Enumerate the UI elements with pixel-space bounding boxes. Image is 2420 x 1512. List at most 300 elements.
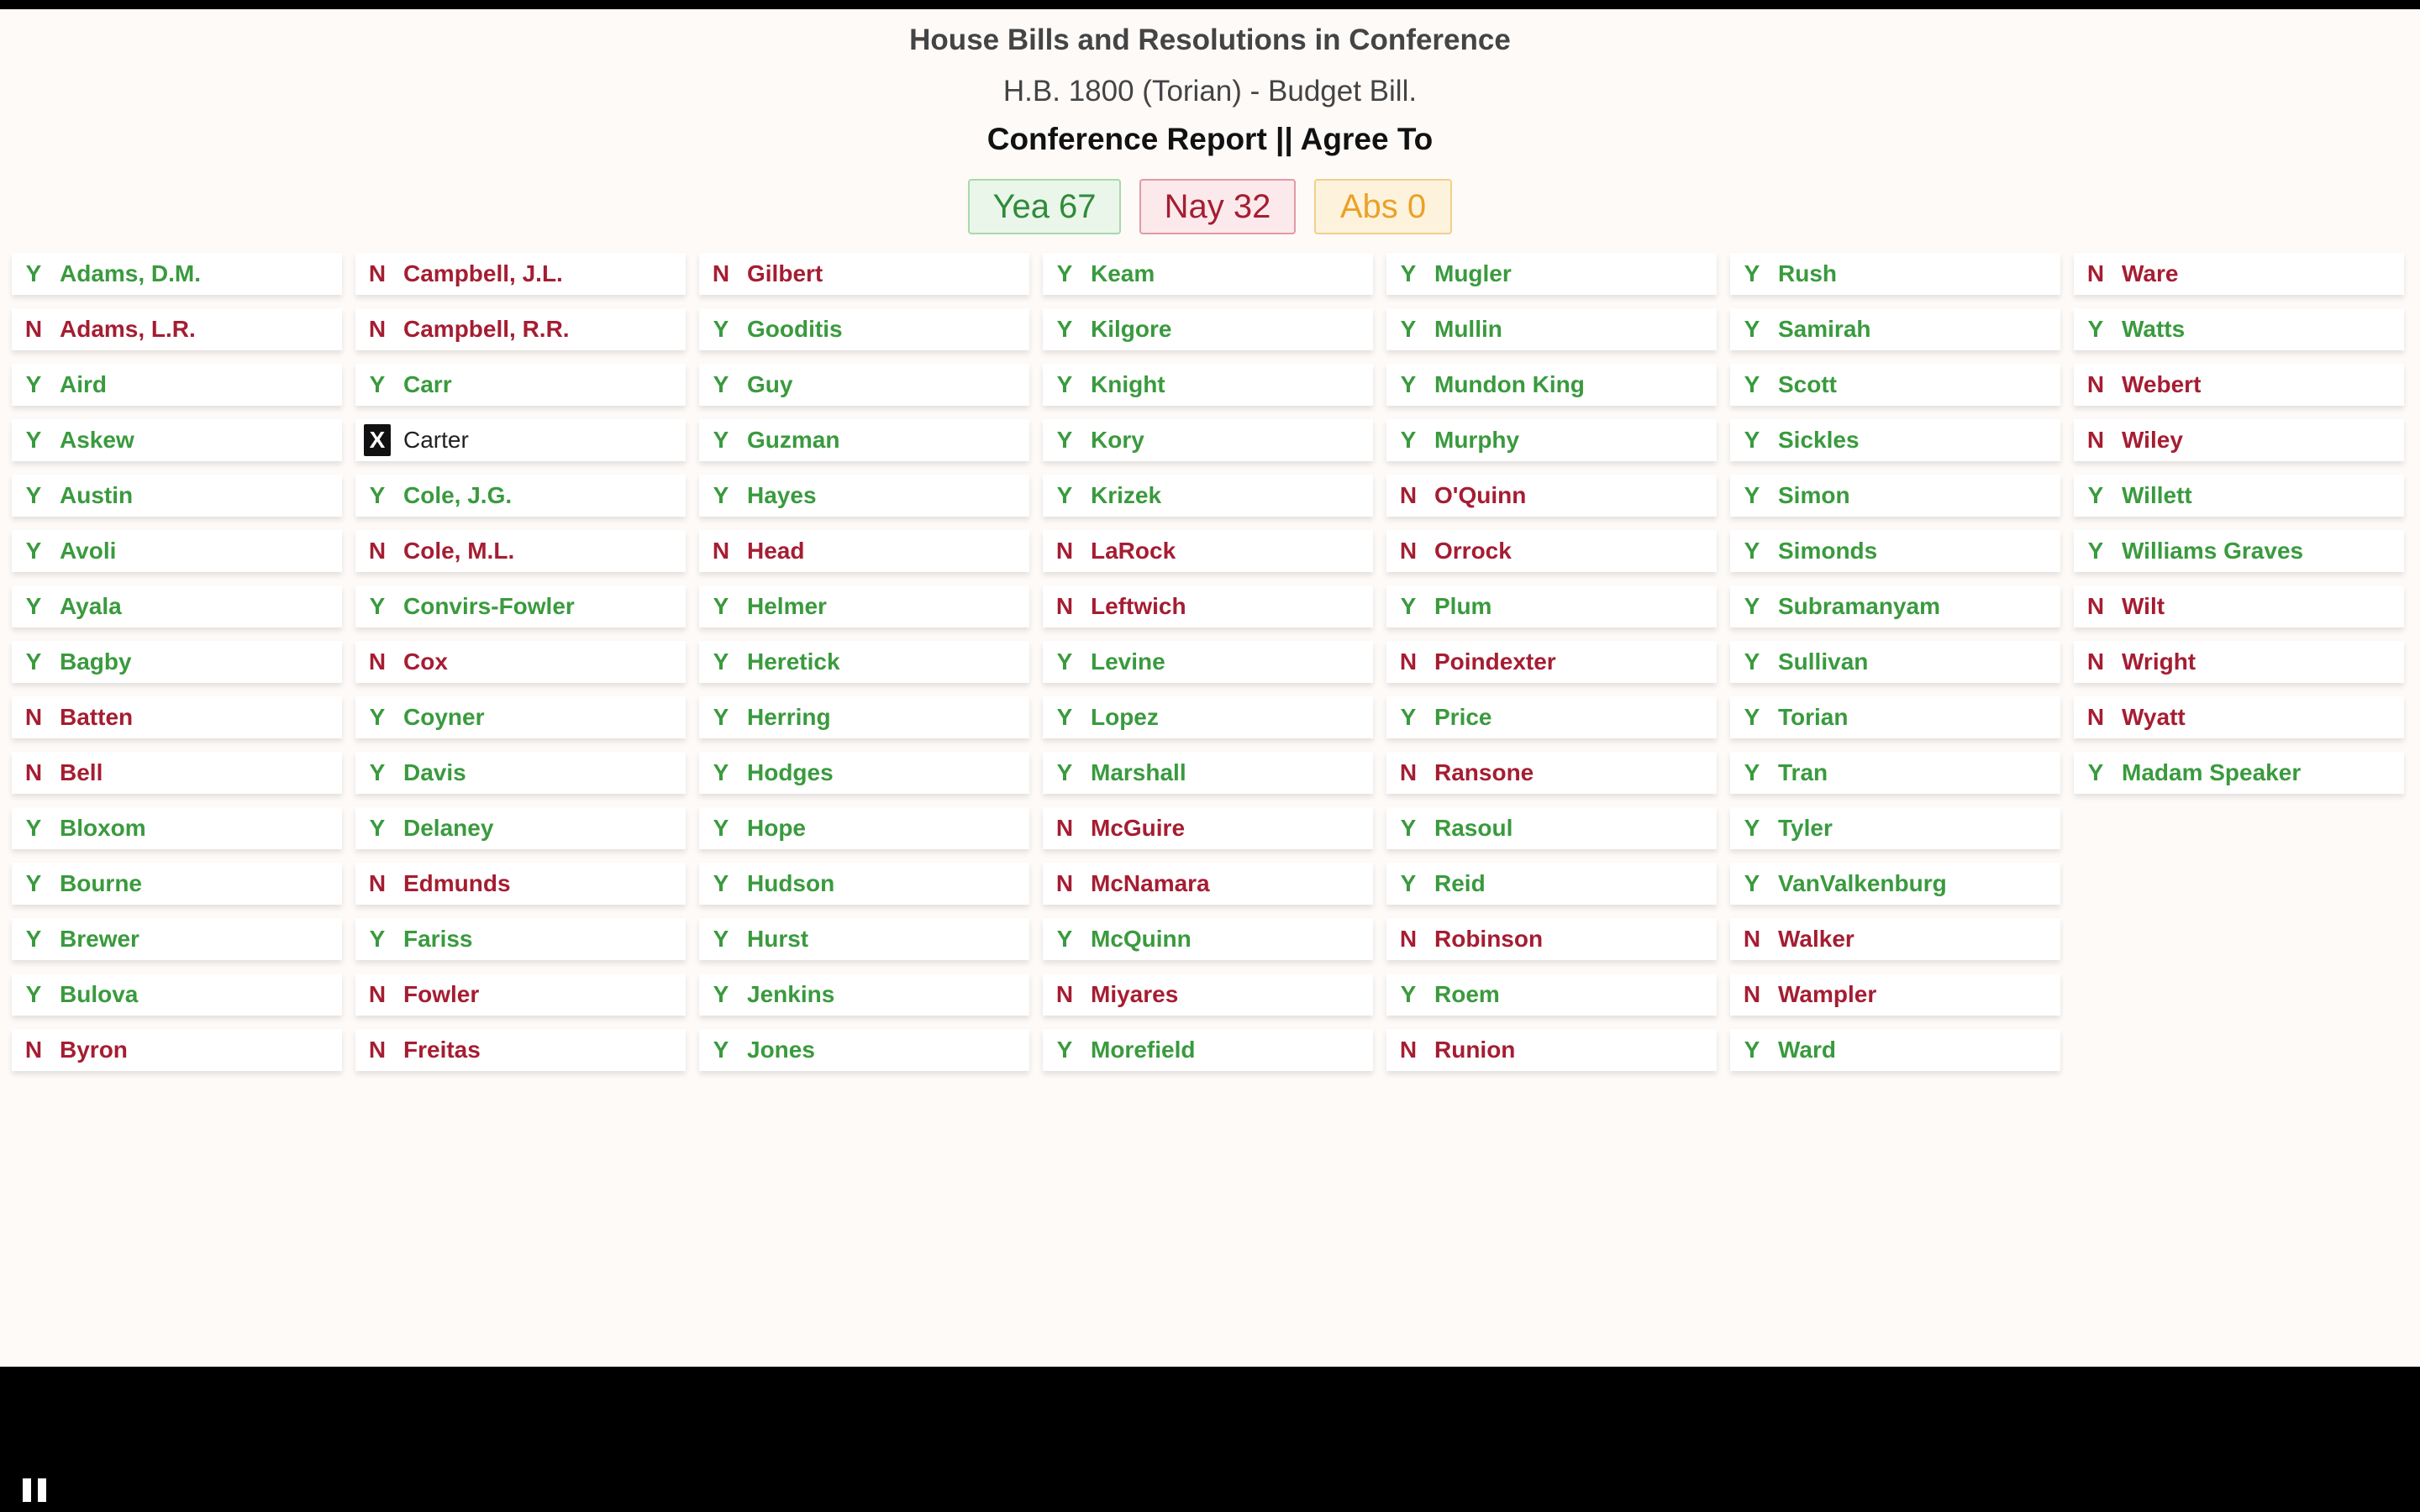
- bill-title: H.B. 1800 (Torian) - Budget Bill.: [1002, 75, 1418, 108]
- vote-marker: Y: [1744, 427, 1760, 453]
- member-name: Tyler: [1778, 815, 1833, 841]
- roll-call-entry: [1730, 475, 2060, 517]
- roll-call-entry: [1386, 974, 1717, 1016]
- roll-call-entry: [12, 1029, 342, 1071]
- vote-marker: N: [24, 704, 43, 730]
- vote-marker: N: [2086, 704, 2105, 730]
- vote-marker: Y: [1400, 427, 1417, 453]
- member-name: Sickles: [1778, 427, 1860, 453]
- vote-marker: Y: [1744, 482, 1760, 508]
- roll-call-entry: [12, 585, 342, 627]
- member-name: Campbell, J.L.: [403, 260, 563, 286]
- vote-marker: N: [1055, 870, 1074, 896]
- member-name: Torian: [1778, 704, 1849, 730]
- vote-marker: Y: [1400, 870, 1417, 896]
- vote-marker: Y: [2087, 482, 2104, 508]
- vote-marker: Y: [1400, 704, 1417, 730]
- vote-marker: Y: [713, 593, 729, 619]
- vote-marker: Y: [713, 759, 729, 785]
- member-name: Bourne: [60, 870, 142, 896]
- member-name: Wampler: [1778, 981, 1877, 1007]
- roll-call-entry: [699, 364, 1029, 406]
- member-name: Murphy: [1434, 427, 1520, 453]
- vote-marker: N: [1399, 482, 1418, 508]
- member-name: Bagby: [60, 648, 132, 675]
- vote-marker: Y: [25, 815, 42, 841]
- member-name: Watts: [2122, 316, 2186, 342]
- vote-marker: Y: [1400, 815, 1417, 841]
- member-name: Bulova: [60, 981, 139, 1007]
- member-name: Wyatt: [2122, 704, 2186, 730]
- member-name: Hope: [747, 815, 806, 841]
- member-name: McQuinn: [1091, 926, 1192, 952]
- roll-call-entry: [12, 807, 342, 849]
- vote-marker: X: [364, 424, 391, 456]
- member-name: Gilbert: [747, 260, 823, 286]
- roll-call-entry: [355, 475, 686, 517]
- vote-marker: Y: [1400, 316, 1417, 342]
- member-name: Simon: [1778, 482, 1850, 508]
- member-name: Guy: [747, 371, 793, 397]
- vote-marker: N: [368, 981, 387, 1007]
- vote-marker: Y: [713, 704, 729, 730]
- vote-marker: N: [368, 648, 387, 675]
- member-name: Webert: [2122, 371, 2202, 397]
- member-name: Robinson: [1434, 926, 1544, 952]
- member-name: Sullivan: [1778, 648, 1869, 675]
- roll-call-entry: [355, 308, 686, 350]
- member-name: Levine: [1091, 648, 1165, 675]
- member-name: Davis: [403, 759, 466, 785]
- vote-marker: N: [2086, 260, 2105, 286]
- member-name: Kory: [1091, 427, 1144, 453]
- roll-call-entry: [699, 807, 1029, 849]
- roll-call-entry: [1730, 419, 2060, 461]
- vote-marker: N: [24, 1037, 43, 1063]
- member-name: Mundon King: [1434, 371, 1585, 397]
- roll-call-entry: [355, 419, 686, 461]
- roll-call-entry: [2074, 696, 2404, 738]
- roll-call-entry: [699, 974, 1029, 1016]
- vote-marker: Y: [1744, 1037, 1760, 1063]
- member-name: Adams, L.R.: [60, 316, 196, 342]
- vote-marker: Y: [1744, 371, 1760, 397]
- roll-call-entry: [1043, 807, 1373, 849]
- member-name: Ware: [2122, 260, 2179, 286]
- vote-marker: N: [1399, 1037, 1418, 1063]
- roll-call-entry: [2074, 475, 2404, 517]
- vote-marker: Y: [25, 981, 42, 1007]
- roll-call-entry: [12, 752, 342, 794]
- vote-marker: Y: [1744, 593, 1760, 619]
- roll-call-entry: [355, 863, 686, 905]
- roll-call-entry: [1730, 585, 2060, 627]
- member-name: Ward: [1778, 1037, 1836, 1063]
- member-name: Willett: [2122, 482, 2192, 508]
- pause-icon[interactable]: [23, 1478, 48, 1502]
- member-name: Roem: [1434, 981, 1500, 1007]
- member-name: Mugler: [1434, 260, 1512, 286]
- roll-call-entry: [355, 641, 686, 683]
- roll-call-entry: [1730, 807, 2060, 849]
- roll-call-entry: [355, 752, 686, 794]
- vote-marker: Y: [713, 1037, 729, 1063]
- member-name: Lopez: [1091, 704, 1159, 730]
- vote-marker: Y: [1056, 759, 1073, 785]
- roll-call-entry: [1386, 585, 1717, 627]
- vote-marker: Y: [1400, 981, 1417, 1007]
- member-name: Subramanyam: [1778, 593, 1940, 619]
- member-name: McNamara: [1091, 870, 1210, 896]
- vote-marker: N: [1055, 815, 1074, 841]
- member-name: Hudson: [747, 870, 835, 896]
- roll-call-entry: [699, 530, 1029, 572]
- vote-marker: Y: [2087, 316, 2104, 342]
- member-name: Hayes: [747, 482, 817, 508]
- roll-call-entry: [699, 475, 1029, 517]
- vote-marker: Y: [369, 593, 386, 619]
- roll-call-entry: [12, 530, 342, 572]
- member-name: Austin: [60, 482, 134, 508]
- roll-call-entry: [1730, 863, 2060, 905]
- vote-marker: N: [1399, 759, 1418, 785]
- member-name: Marshall: [1091, 759, 1186, 785]
- vote-marker: Y: [713, 482, 729, 508]
- member-name: Keam: [1091, 260, 1155, 286]
- roll-call-entry: [1386, 1029, 1717, 1071]
- vote-marker: Y: [1400, 593, 1417, 619]
- roll-call-entry: [12, 918, 342, 960]
- member-name: Herring: [747, 704, 831, 730]
- vote-marker: Y: [1400, 371, 1417, 397]
- vote-marker: N: [24, 316, 43, 342]
- roll-call-entry: [1043, 364, 1373, 406]
- member-name: Cole, J.G.: [403, 482, 513, 508]
- member-name: Carter: [403, 427, 469, 453]
- member-name: Tran: [1778, 759, 1828, 785]
- member-name: Head: [747, 538, 805, 564]
- vote-marker: N: [24, 759, 43, 785]
- roll-call-entry: [12, 253, 342, 295]
- member-name: Askew: [60, 427, 134, 453]
- vote-marker: Y: [1744, 870, 1760, 896]
- vote-marker: Y: [713, 815, 729, 841]
- roll-call-entry: [1043, 752, 1373, 794]
- roll-call-entry: [699, 641, 1029, 683]
- vote-marker: N: [1399, 538, 1418, 564]
- roll-call-entry: [1730, 1029, 2060, 1071]
- roll-call-entry: [1730, 696, 2060, 738]
- member-name: Freitas: [403, 1037, 481, 1063]
- vote-board: [0, 9, 2420, 1367]
- abstain-count-badge: Abs 0: [1314, 179, 1452, 234]
- member-name: Jones: [747, 1037, 815, 1063]
- roll-call-entry: [1730, 918, 2060, 960]
- roll-call-entry: [1386, 475, 1717, 517]
- vote-marker: Y: [369, 815, 386, 841]
- vote-marker: Y: [2087, 538, 2104, 564]
- vote-marker: N: [2086, 648, 2105, 675]
- nay-count-badge: Nay 32: [1139, 179, 1296, 234]
- roll-call-entry: [1386, 918, 1717, 960]
- roll-call-entry: [2074, 641, 2404, 683]
- member-name: Simonds: [1778, 538, 1878, 564]
- vote-marker: Y: [369, 704, 386, 730]
- roll-call-entry: [1386, 863, 1717, 905]
- vote-marker: Y: [713, 926, 729, 952]
- roll-call-entry: [1043, 419, 1373, 461]
- member-name: Miyares: [1091, 981, 1179, 1007]
- member-name: Convirs-Fowler: [403, 593, 575, 619]
- roll-call-entry: [699, 696, 1029, 738]
- roll-call-entry: [1043, 974, 1373, 1016]
- vote-marker: Y: [1744, 538, 1760, 564]
- roll-call-entry: [1043, 641, 1373, 683]
- member-name: Morefield: [1091, 1037, 1196, 1063]
- member-name: Cox: [403, 648, 448, 675]
- vote-marker: Y: [369, 926, 386, 952]
- roll-call-entry: [1730, 974, 2060, 1016]
- roll-call-entry: [1043, 530, 1373, 572]
- roll-call-entry: [12, 641, 342, 683]
- vote-marker: Y: [713, 371, 729, 397]
- member-name: Wilt: [2122, 593, 2165, 619]
- vote-marker: N: [2086, 593, 2105, 619]
- roll-call-entry: [355, 585, 686, 627]
- roll-call-entry: [1386, 752, 1717, 794]
- vote-marker: N: [712, 260, 730, 286]
- roll-call-entry: [1386, 253, 1717, 295]
- roll-call-entry: [1043, 696, 1373, 738]
- member-name: Knight: [1091, 371, 1165, 397]
- roll-call-entry: [355, 1029, 686, 1071]
- member-name: Fariss: [403, 926, 473, 952]
- roll-call-entry: [699, 253, 1029, 295]
- vote-marker: Y: [25, 260, 42, 286]
- vote-marker: Y: [713, 870, 729, 896]
- vote-marker: N: [712, 538, 730, 564]
- vote-marker: N: [1055, 981, 1074, 1007]
- vote-marker: Y: [25, 482, 42, 508]
- vote-marker: Y: [369, 759, 386, 785]
- roll-call-entry: [355, 364, 686, 406]
- vote-marker: Y: [369, 371, 386, 397]
- roll-call-entry: [1043, 1029, 1373, 1071]
- roll-call-entry: [1730, 253, 2060, 295]
- vote-marker: N: [1743, 981, 1761, 1007]
- roll-call-entry: [2074, 585, 2404, 627]
- page-title: House Bills and Resolutions in Conference: [909, 24, 1511, 56]
- member-name: Bloxom: [60, 815, 146, 841]
- vote-marker: Y: [25, 538, 42, 564]
- roll-call-entry: [355, 974, 686, 1016]
- member-name: Bell: [60, 759, 103, 785]
- roll-call-entry: [1386, 364, 1717, 406]
- vote-marker: N: [368, 260, 387, 286]
- roll-call-grid: [12, 253, 2408, 1084]
- member-name: Rush: [1778, 260, 1837, 286]
- roll-call-entry: [1043, 863, 1373, 905]
- vote-marker: Y: [713, 427, 729, 453]
- vote-marker: Y: [1056, 316, 1073, 342]
- member-name: VanValkenburg: [1778, 870, 1947, 896]
- roll-call-entry: [1043, 918, 1373, 960]
- vote-marker: Y: [1744, 260, 1760, 286]
- roll-call-entry: [355, 253, 686, 295]
- vote-tally: [0, 179, 2420, 234]
- member-name: Wiley: [2122, 427, 2183, 453]
- roll-call-entry: [1730, 530, 2060, 572]
- vote-marker: Y: [1056, 482, 1073, 508]
- vote-marker: N: [1055, 538, 1074, 564]
- roll-call-entry: [12, 696, 342, 738]
- roll-call-entry: [1043, 585, 1373, 627]
- member-name: Jenkins: [747, 981, 835, 1007]
- roll-call-entry: [12, 419, 342, 461]
- vote-marker: N: [1399, 648, 1418, 675]
- vote-marker: Y: [1056, 648, 1073, 675]
- member-name: O'Quinn: [1434, 482, 1527, 508]
- vote-marker: Y: [1056, 427, 1073, 453]
- roll-call-entry: [699, 419, 1029, 461]
- roll-call-entry: [1043, 253, 1373, 295]
- vote-marker: Y: [1056, 704, 1073, 730]
- roll-call-entry: [355, 530, 686, 572]
- vote-marker: N: [1055, 593, 1074, 619]
- vote-marker: Y: [713, 648, 729, 675]
- member-name: Mullin: [1434, 316, 1502, 342]
- roll-call-entry: [1730, 364, 2060, 406]
- member-name: Avoli: [60, 538, 117, 564]
- member-name: Brewer: [60, 926, 139, 952]
- vote-marker: Y: [1056, 371, 1073, 397]
- vote-marker: Y: [1056, 926, 1073, 952]
- member-name: Price: [1434, 704, 1492, 730]
- roll-call-entry: [12, 475, 342, 517]
- roll-call-entry: [355, 918, 686, 960]
- vote-marker: Y: [25, 371, 42, 397]
- roll-call-entry: [1730, 308, 2060, 350]
- roll-call-entry: [12, 863, 342, 905]
- roll-call-entry: [699, 1029, 1029, 1071]
- roll-call-entry: [12, 364, 342, 406]
- roll-call-entry: [2074, 364, 2404, 406]
- vote-marker: N: [2086, 371, 2105, 397]
- member-name: Hurst: [747, 926, 809, 952]
- member-name: Coyner: [403, 704, 485, 730]
- member-name: Krizek: [1091, 482, 1162, 508]
- roll-call-entry: [1386, 530, 1717, 572]
- vote-marker: Y: [1744, 648, 1760, 675]
- yea-count-badge: Yea 67: [968, 179, 1121, 234]
- roll-call-entry: [699, 918, 1029, 960]
- roll-call-entry: [2074, 530, 2404, 572]
- member-name: Kilgore: [1091, 316, 1172, 342]
- member-name: Gooditis: [747, 316, 843, 342]
- vote-marker: N: [1743, 926, 1761, 952]
- vote-marker: N: [368, 870, 387, 896]
- member-name: Samirah: [1778, 316, 1871, 342]
- roll-call-entry: [355, 807, 686, 849]
- member-name: Walker: [1778, 926, 1854, 952]
- member-name: Reid: [1434, 870, 1486, 896]
- vote-marker: Y: [1400, 260, 1417, 286]
- vote-marker: N: [368, 316, 387, 342]
- member-name: Helmer: [747, 593, 827, 619]
- motion-title: Conference Report || Agree To: [986, 122, 1434, 156]
- vote-marker: Y: [1056, 260, 1073, 286]
- roll-call-entry: [12, 308, 342, 350]
- member-name: Plum: [1434, 593, 1492, 619]
- member-name: Williams Graves: [2122, 538, 2304, 564]
- vote-marker: Y: [713, 316, 729, 342]
- roll-call-entry: [1043, 308, 1373, 350]
- member-name: Cole, M.L.: [403, 538, 515, 564]
- roll-call-entry: [2074, 752, 2404, 794]
- member-name: Madam Speaker: [2122, 759, 2302, 785]
- vote-marker: N: [368, 1037, 387, 1063]
- member-name: Heretick: [747, 648, 840, 675]
- roll-call-entry: [699, 585, 1029, 627]
- roll-call-entry: [355, 696, 686, 738]
- member-name: Fowler: [403, 981, 480, 1007]
- roll-call-entry: [2074, 419, 2404, 461]
- member-name: Leftwich: [1091, 593, 1186, 619]
- member-name: Adams, D.M.: [60, 260, 202, 286]
- roll-call-entry: [1386, 807, 1717, 849]
- member-name: Byron: [60, 1037, 128, 1063]
- vote-marker: Y: [25, 870, 42, 896]
- roll-call-entry: [1386, 641, 1717, 683]
- member-name: McGuire: [1091, 815, 1186, 841]
- member-name: Scott: [1778, 371, 1837, 397]
- pause-bar: [38, 1478, 46, 1502]
- vote-marker: Y: [1056, 1037, 1073, 1063]
- vote-marker: Y: [1744, 316, 1760, 342]
- member-name: Campbell, R.R.: [403, 316, 570, 342]
- vote-marker: Y: [25, 926, 42, 952]
- vote-marker: Y: [25, 648, 42, 675]
- member-name: Carr: [403, 371, 452, 397]
- member-name: Ransone: [1434, 759, 1534, 785]
- roll-call-entry: [699, 752, 1029, 794]
- vote-marker: N: [2086, 427, 2105, 453]
- pause-bar: [23, 1478, 31, 1502]
- vote-marker: Y: [25, 427, 42, 453]
- member-name: Rasoul: [1434, 815, 1513, 841]
- member-name: Batten: [60, 704, 134, 730]
- vote-marker: Y: [2087, 759, 2104, 785]
- member-name: Delaney: [403, 815, 494, 841]
- member-name: Runion: [1434, 1037, 1516, 1063]
- vote-marker: Y: [25, 593, 42, 619]
- roll-call-entry: [699, 863, 1029, 905]
- roll-call-entry: [1386, 696, 1717, 738]
- vote-marker: Y: [1744, 815, 1760, 841]
- roll-call-entry: [2074, 253, 2404, 295]
- member-name: Edmunds: [403, 870, 511, 896]
- member-name: Wright: [2122, 648, 2196, 675]
- roll-call-entry: [699, 308, 1029, 350]
- roll-call-entry: [1730, 641, 2060, 683]
- vote-marker: N: [1399, 926, 1418, 952]
- vote-marker: Y: [369, 482, 386, 508]
- member-name: Aird: [60, 371, 107, 397]
- roll-call-entry: [12, 974, 342, 1016]
- vote-marker: Y: [1744, 759, 1760, 785]
- vote-marker: N: [368, 538, 387, 564]
- member-name: Orrock: [1434, 538, 1512, 564]
